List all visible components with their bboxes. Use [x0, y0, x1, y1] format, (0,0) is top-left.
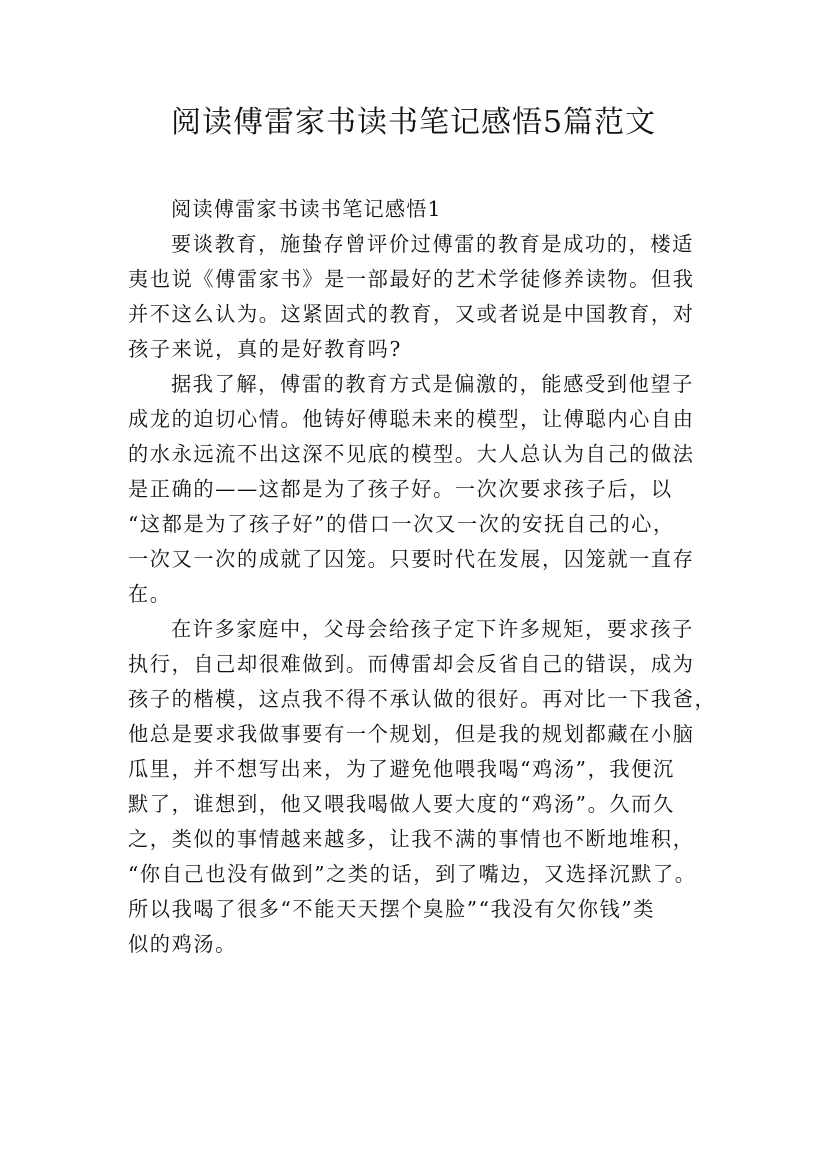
paragraph-3-line-10: 似的鸡汤。: [128, 932, 237, 956]
document-body: [128, 192, 718, 962]
document-title: 阅读傅雷家书读书笔记感悟5篇范文: [170, 105, 657, 140]
paragraph-2-line-4: 是正确的——这都是为了孩子好。一次次要求孩子后，以: [128, 477, 673, 501]
paragraph-3-line-4: 他总是要求我做事要有一个规划，但是我的规划都藏在小脑: [128, 722, 695, 746]
paragraph-2-line-3: 的水永远流不出这深不见底的模型。大人总认为自己的做法: [128, 442, 695, 466]
paragraph-2-line-1: 据我了解，傅雷的教育方式是偏激的，能感受到他望子: [171, 372, 694, 396]
paragraph-1-line-1: 要谈教育，施蛰存曾评价过傅雷的教育是成功的，楼适: [171, 232, 694, 256]
paragraph-3-line-3: 孩子的楷模，这点我不得不承认做的很好。再对比一下我爸，: [128, 687, 717, 711]
paragraph-2-line-7: 在。: [128, 582, 172, 606]
paragraph-2-line-5: “这都是为了孩子好”的借口一次又一次的安抚自己的心，: [128, 512, 675, 536]
paragraph-3-line-2: 执行，自己却很难做到。而傅雷却会反省自己的错误，成为: [128, 652, 695, 676]
paragraph-3-line-5: 瓜里，并不想写出来，为了避免他喂我喝“鸡汤”，我便沉: [128, 757, 675, 781]
paragraph-3-line-1: 在许多家庭中，父母会给孩子定下许多规矩，要求孩子: [171, 617, 694, 641]
section-heading: 阅读傅雷家书读书笔记感悟1: [171, 197, 442, 221]
paragraph-1-line-4: 孩子来说，真的是好教育吗?: [128, 337, 402, 361]
paragraph-2-line-2: 成龙的迫切心情。他铸好傅聪未来的模型，让傅聪内心自由: [128, 407, 695, 431]
paragraph-3-line-8: “你自己也没有做到”之类的话，到了嘴边，又选择沉默了。: [128, 862, 697, 886]
paragraph-3-line-9: 所以我喝了很多“不能天天摆个臭脸”“我没有欠你钱”类: [128, 897, 656, 921]
paragraph-3-line-6: 默了，谁想到，他又喂我喝做人要大度的“鸡汤”。久而久: [128, 792, 675, 816]
paragraph-2-line-6: 一次又一次的成就了囚笼。只要时代在发展，囚笼就一直存: [128, 547, 695, 571]
paragraph-3-line-7: 之，类似的事情越来越多，让我不满的事情也不断地堆积，: [128, 827, 695, 851]
paragraph-1-line-3: 并不这么认为。这紧固式的教育，又或者说是中国教育，对: [128, 302, 695, 326]
paragraph-1-line-2: 夷也说《傅雷家书》是一部最好的艺术学徒修养读物。但我: [128, 267, 695, 291]
